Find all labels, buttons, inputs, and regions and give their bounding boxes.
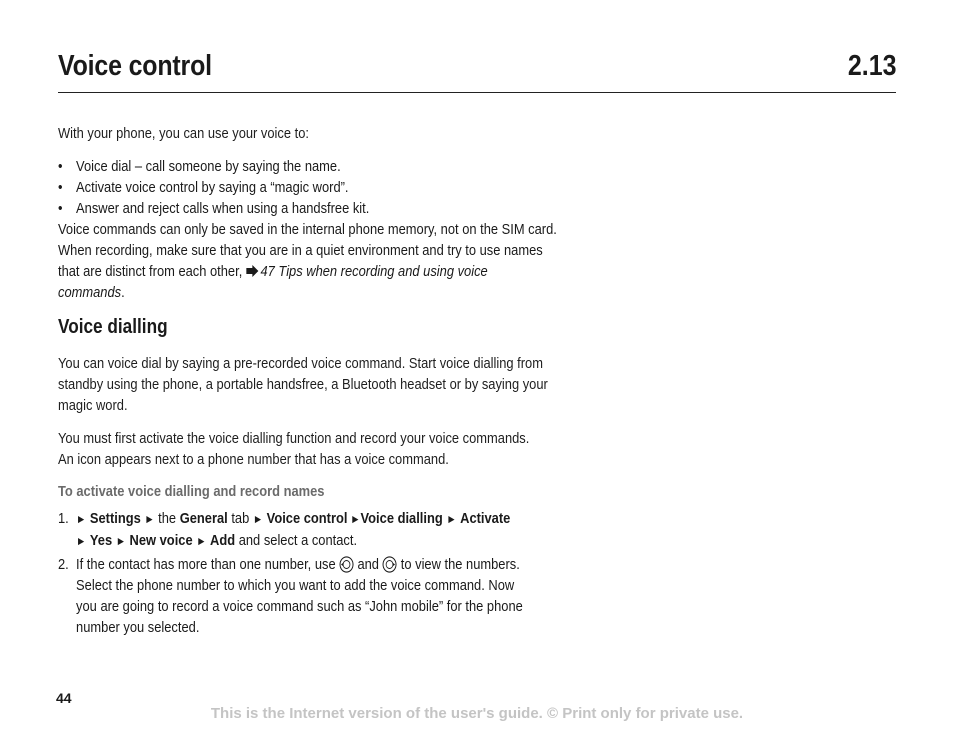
cross-reference-arrow-icon — [246, 265, 260, 277]
list-item — [58, 177, 608, 198]
menu-arrow-icon: ► — [144, 512, 155, 526]
menu-general: General — [179, 510, 228, 527]
bullet-icon: • — [58, 179, 63, 196]
note-line — [58, 282, 608, 303]
step-text: to view the numbers. — [400, 556, 520, 573]
feature-list — [58, 156, 608, 303]
menu-arrow-icon: ► — [115, 534, 126, 548]
voice-dialling-paragraph-2 — [58, 428, 608, 470]
page-number: 44 — [56, 690, 72, 706]
joystick-right-icon — [383, 556, 398, 573]
bullet-icon: • — [58, 200, 63, 217]
menu-activate: Activate — [460, 510, 511, 527]
footer-note: This is the Internet version of the user's guide. © Print only for private use. — [210, 705, 744, 722]
bullet-icon: • — [58, 158, 63, 175]
procedure-steps — [58, 508, 608, 638]
step-line: you are going to record a voice command such as “John mobile” for the phone — [76, 598, 523, 615]
menu-voice-dialling: Voice dialling — [360, 510, 443, 527]
step-line — [76, 554, 608, 575]
menu-arrow-icon: ► — [446, 512, 457, 526]
note-line: When recording, make sure that you are in a quiet environment and try to use names — [58, 242, 543, 259]
menu-arrow-icon: ► — [347, 512, 361, 526]
menu-voice-control: Voice control — [266, 510, 348, 527]
step-number: 1. — [58, 510, 69, 527]
section-number: 2.13 — [847, 50, 896, 82]
step-body — [76, 554, 608, 638]
paragraph-line: standby using the phone, a portable handsfree, a Bluetooth headset or by saying your — [58, 376, 548, 393]
procedure-step-2 — [58, 554, 608, 638]
step-text: and — [357, 556, 379, 573]
menu-new-voice: New voice — [129, 532, 193, 549]
note-line: Voice commands can only be saved in the internal phone memory, not on the SIM card. — [58, 221, 557, 238]
voice-dialling-paragraph-1 — [58, 353, 608, 416]
menu-arrow-icon: ► — [196, 534, 207, 548]
step-text: tab — [231, 510, 250, 527]
step-body — [76, 508, 608, 552]
step-text: and select a contact. — [238, 532, 358, 549]
page-title: Voice control — [58, 50, 212, 82]
step-text: If the contact has more than one number, use — [76, 556, 336, 573]
menu-arrow-icon: ► — [252, 512, 264, 526]
note-line — [58, 261, 608, 282]
menu-add: Add — [210, 532, 236, 549]
list-item-text: Answer and reject calls when using a handsfree kit. — [76, 200, 370, 217]
step-line: Select the phone number to which you want to add the voice command. Now — [76, 577, 515, 594]
title-rule — [58, 92, 896, 93]
list-item — [58, 156, 608, 177]
note-end: . — [121, 284, 125, 301]
note-text: that are distinct from each other, — [58, 263, 246, 280]
menu-arrow-icon: ► — [76, 534, 87, 548]
procedure-heading: To activate voice dialling and record names — [58, 483, 325, 500]
step-line — [76, 508, 608, 530]
list-item — [58, 198, 608, 219]
joystick-left-icon — [339, 556, 354, 573]
paragraph-line: You can voice dial by saying a pre-recorded voice command. Start voice dialling from — [58, 355, 543, 372]
menu-settings: Settings — [89, 510, 141, 527]
step-text: the — [158, 510, 177, 527]
cross-reference-link[interactable]: 47 Tips when recording and using voice — [260, 263, 488, 280]
list-item-text: Voice dial – call someone by saying the name. — [76, 158, 341, 175]
procedure-step-1 — [58, 508, 608, 552]
cross-reference-link-cont[interactable]: commands — [58, 284, 122, 301]
step-number: 2. — [58, 556, 69, 573]
paragraph-line: You must first activate the voice dialling function and record your voice commands. — [58, 430, 530, 447]
step-line: number you selected. — [76, 619, 200, 636]
note-paragraph — [58, 219, 608, 303]
step-line — [76, 530, 608, 552]
intro-text: With your phone, you can use your voice to: — [58, 125, 309, 142]
paragraph-line: magic word. — [58, 397, 128, 414]
menu-arrow-icon: ► — [76, 512, 87, 526]
voice-dialling-heading: Voice dialling — [58, 316, 168, 338]
paragraph-line: An icon appears next to a phone number that has a voice command. — [58, 451, 449, 468]
list-item-text: Activate voice control by saying a “magic word”. — [76, 179, 349, 196]
menu-yes: Yes — [89, 532, 113, 549]
